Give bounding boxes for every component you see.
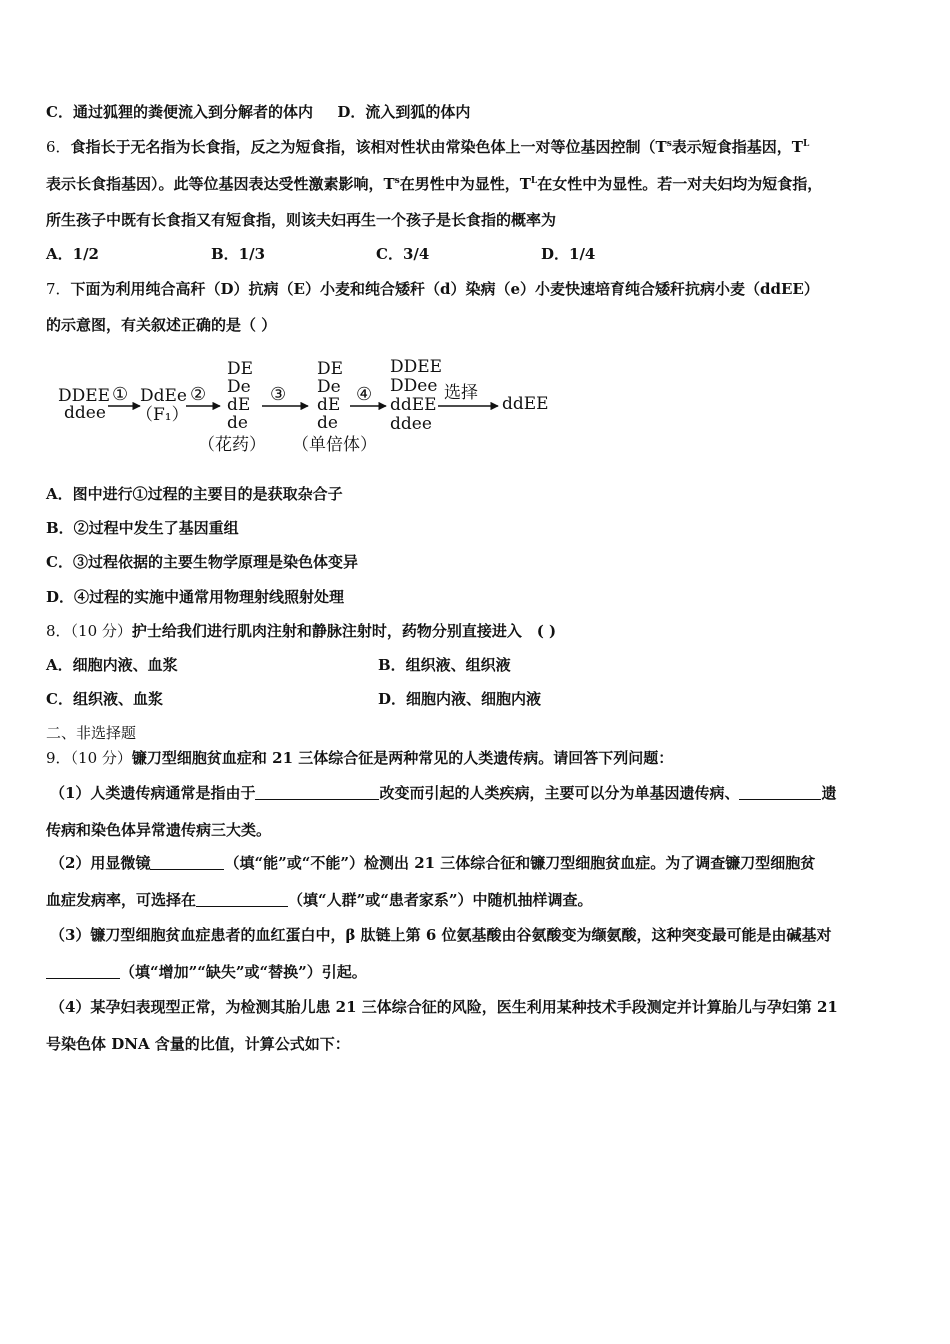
- pollen-de-2: De: [227, 377, 251, 397]
- q5-option-c: C．通过狐狸的粪便流入到分解者的体内: [46, 103, 313, 121]
- q9-part-2-line-1: （2）用显微镜 （填“能”或“不能”）检测出 21 三体综合征和镰刀型细胞贫血症。为了调查镰刀型细胞贫: [50, 854, 816, 872]
- q6-option-d: D．1/4: [541, 245, 596, 263]
- blank-1[interactable]: [255, 785, 379, 800]
- doubled-2: DDee: [390, 376, 438, 396]
- step-1-label: ①: [112, 384, 129, 405]
- q6-option-a: A．1/2: [46, 245, 99, 263]
- haploid-label: （单倍体）: [292, 435, 377, 455]
- pollen-de-1: DE: [227, 359, 254, 379]
- q7-option-a: A．图中进行①过程的主要目的是获取杂合子: [46, 485, 343, 503]
- pollen-de-3: dE: [227, 395, 251, 415]
- q6-line-2: 表示长食指基因）。此等位基因表达受性激素影响，$T^s$在男性中为显性，$T^L$在女性中为显性。若一对夫妇均为短食指，: [46, 175, 823, 193]
- blank-2[interactable]: [739, 785, 821, 800]
- q9-stem: 9．（10 分）镰刀型细胞贫血症和 21 三体综合征是两种常见的人类遗传病。请回答下列问题：: [46, 749, 674, 767]
- blank-4[interactable]: [196, 892, 288, 907]
- pollen-label: （花药）: [198, 435, 266, 455]
- q7-option-d: D．④过程的实施中通常用物理射线照射处理: [46, 588, 345, 606]
- f1-genotype: DdEe: [140, 386, 187, 406]
- q5-option-d: D．流入到狐的体内: [337, 103, 471, 121]
- q8-option-c: C．组织液、血浆: [46, 690, 163, 708]
- q8-option-a: A．细胞内液、血浆: [46, 656, 178, 674]
- q8-option-d: D．细胞内液、细胞内液: [378, 690, 542, 708]
- q9-part-4-line-1: （4）某孕妇表现型正常，为检测其胎儿患 21 三体综合征的风险，医生利用某种技术手段测定并计算胎儿与孕妇第 21: [50, 998, 838, 1016]
- doubled-3: ddEE: [390, 395, 437, 415]
- q7-number: 7．: [46, 280, 71, 298]
- q9-part-1-line-2: 传病和染色体异常遗传病三大类。: [46, 821, 272, 839]
- blank-5[interactable]: [46, 964, 120, 979]
- q9-part-4-line-2: 号染色体 DNA 含量的比值，计算公式如下：: [46, 1035, 350, 1053]
- q9-number: 9．: [46, 749, 71, 767]
- q7-option-b: B．②过程中发生了基因重组: [46, 519, 239, 537]
- q6-option-b: B．1/3: [211, 245, 266, 263]
- doubled-4: ddee: [390, 414, 432, 434]
- parent-ddee-lower: ddee: [64, 403, 106, 423]
- q6-number: 6．: [46, 138, 71, 156]
- haploid-de-3: dE: [317, 395, 341, 415]
- q7-option-c: C．③过程依据的主要生物学原理是染色体变异: [46, 553, 358, 571]
- q7-line-2: 的示意图，有关叙述正确的是（ ）: [46, 316, 277, 334]
- blank-3[interactable]: [150, 855, 224, 870]
- q9-part-2-line-2: 血症发病率，可选择在 （填“人群”或“患者家系”）中随机抽样调查。: [46, 891, 593, 909]
- q6-option-c: C．3/4: [376, 245, 430, 263]
- section-heading: 二、非选择题: [46, 724, 137, 742]
- result-genotype: ddEE: [502, 394, 549, 414]
- q6-line-3: 所生孩子中既有长食指又有短食指，则该夫妇再生一个孩子是长食指的概率为: [46, 211, 557, 229]
- q9-part-3-line-1: （3）镰刀型细胞贫血症患者的血红蛋白中，β 肽链上第 6 位氨基酸由谷氨酸变为缬氨酸，这种突变最可能是由碱基对: [50, 926, 832, 944]
- q9-score: （10 分）: [70, 749, 132, 767]
- haploid-de-4: de: [317, 413, 338, 433]
- haploid-de-2: De: [317, 377, 341, 397]
- doubled-1: DDEE: [390, 357, 443, 377]
- pollen-de-4: de: [227, 413, 248, 433]
- q8-option-b: B．组织液、组织液: [378, 656, 511, 674]
- q8-stem: 8．（10 分）护士给我们进行肌肉注射和静脉注射时，药物分别直接进入 ( ): [46, 622, 557, 640]
- step-4-label: ④: [356, 384, 373, 405]
- step-2-label: ②: [190, 384, 207, 405]
- q8-score: （10 分）: [70, 622, 132, 640]
- parent-ddee-upper: DDEE: [58, 386, 111, 406]
- q9-part-1-line-1: （1）人类遗传病通常是指由于 改变而引起的人类疾病，主要可以分为单基因遗传病、 遗: [50, 784, 837, 802]
- step-3-label: ③: [270, 384, 287, 405]
- q8-number: 8．: [46, 622, 71, 640]
- q7-line-1: 7．下面为利用纯合高秆（D）抗病（E）小麦和纯合矮秆（d）染病（e）小麦快速培育纯合矮秆抗病小麦（ddEE）: [46, 280, 819, 298]
- q8-answer-paren: ( ): [536, 622, 557, 640]
- q9-part-3-line-2: （填“增加”“缺失”或“替换”）引起。: [46, 962, 367, 982]
- f1-label: （F₁）: [136, 405, 189, 425]
- breeding-diagram: [52, 352, 572, 462]
- q6-line-1: 6．食指长于无名指为长食指，反之为短食指，该相对性状由常染色体上一对等位基因控制（$T^s$表示短食指基因，$T^L$: [46, 138, 810, 156]
- select-label: 选择: [444, 383, 478, 403]
- q5-options: [46, 102, 470, 122]
- haploid-de-1: DE: [317, 359, 344, 379]
